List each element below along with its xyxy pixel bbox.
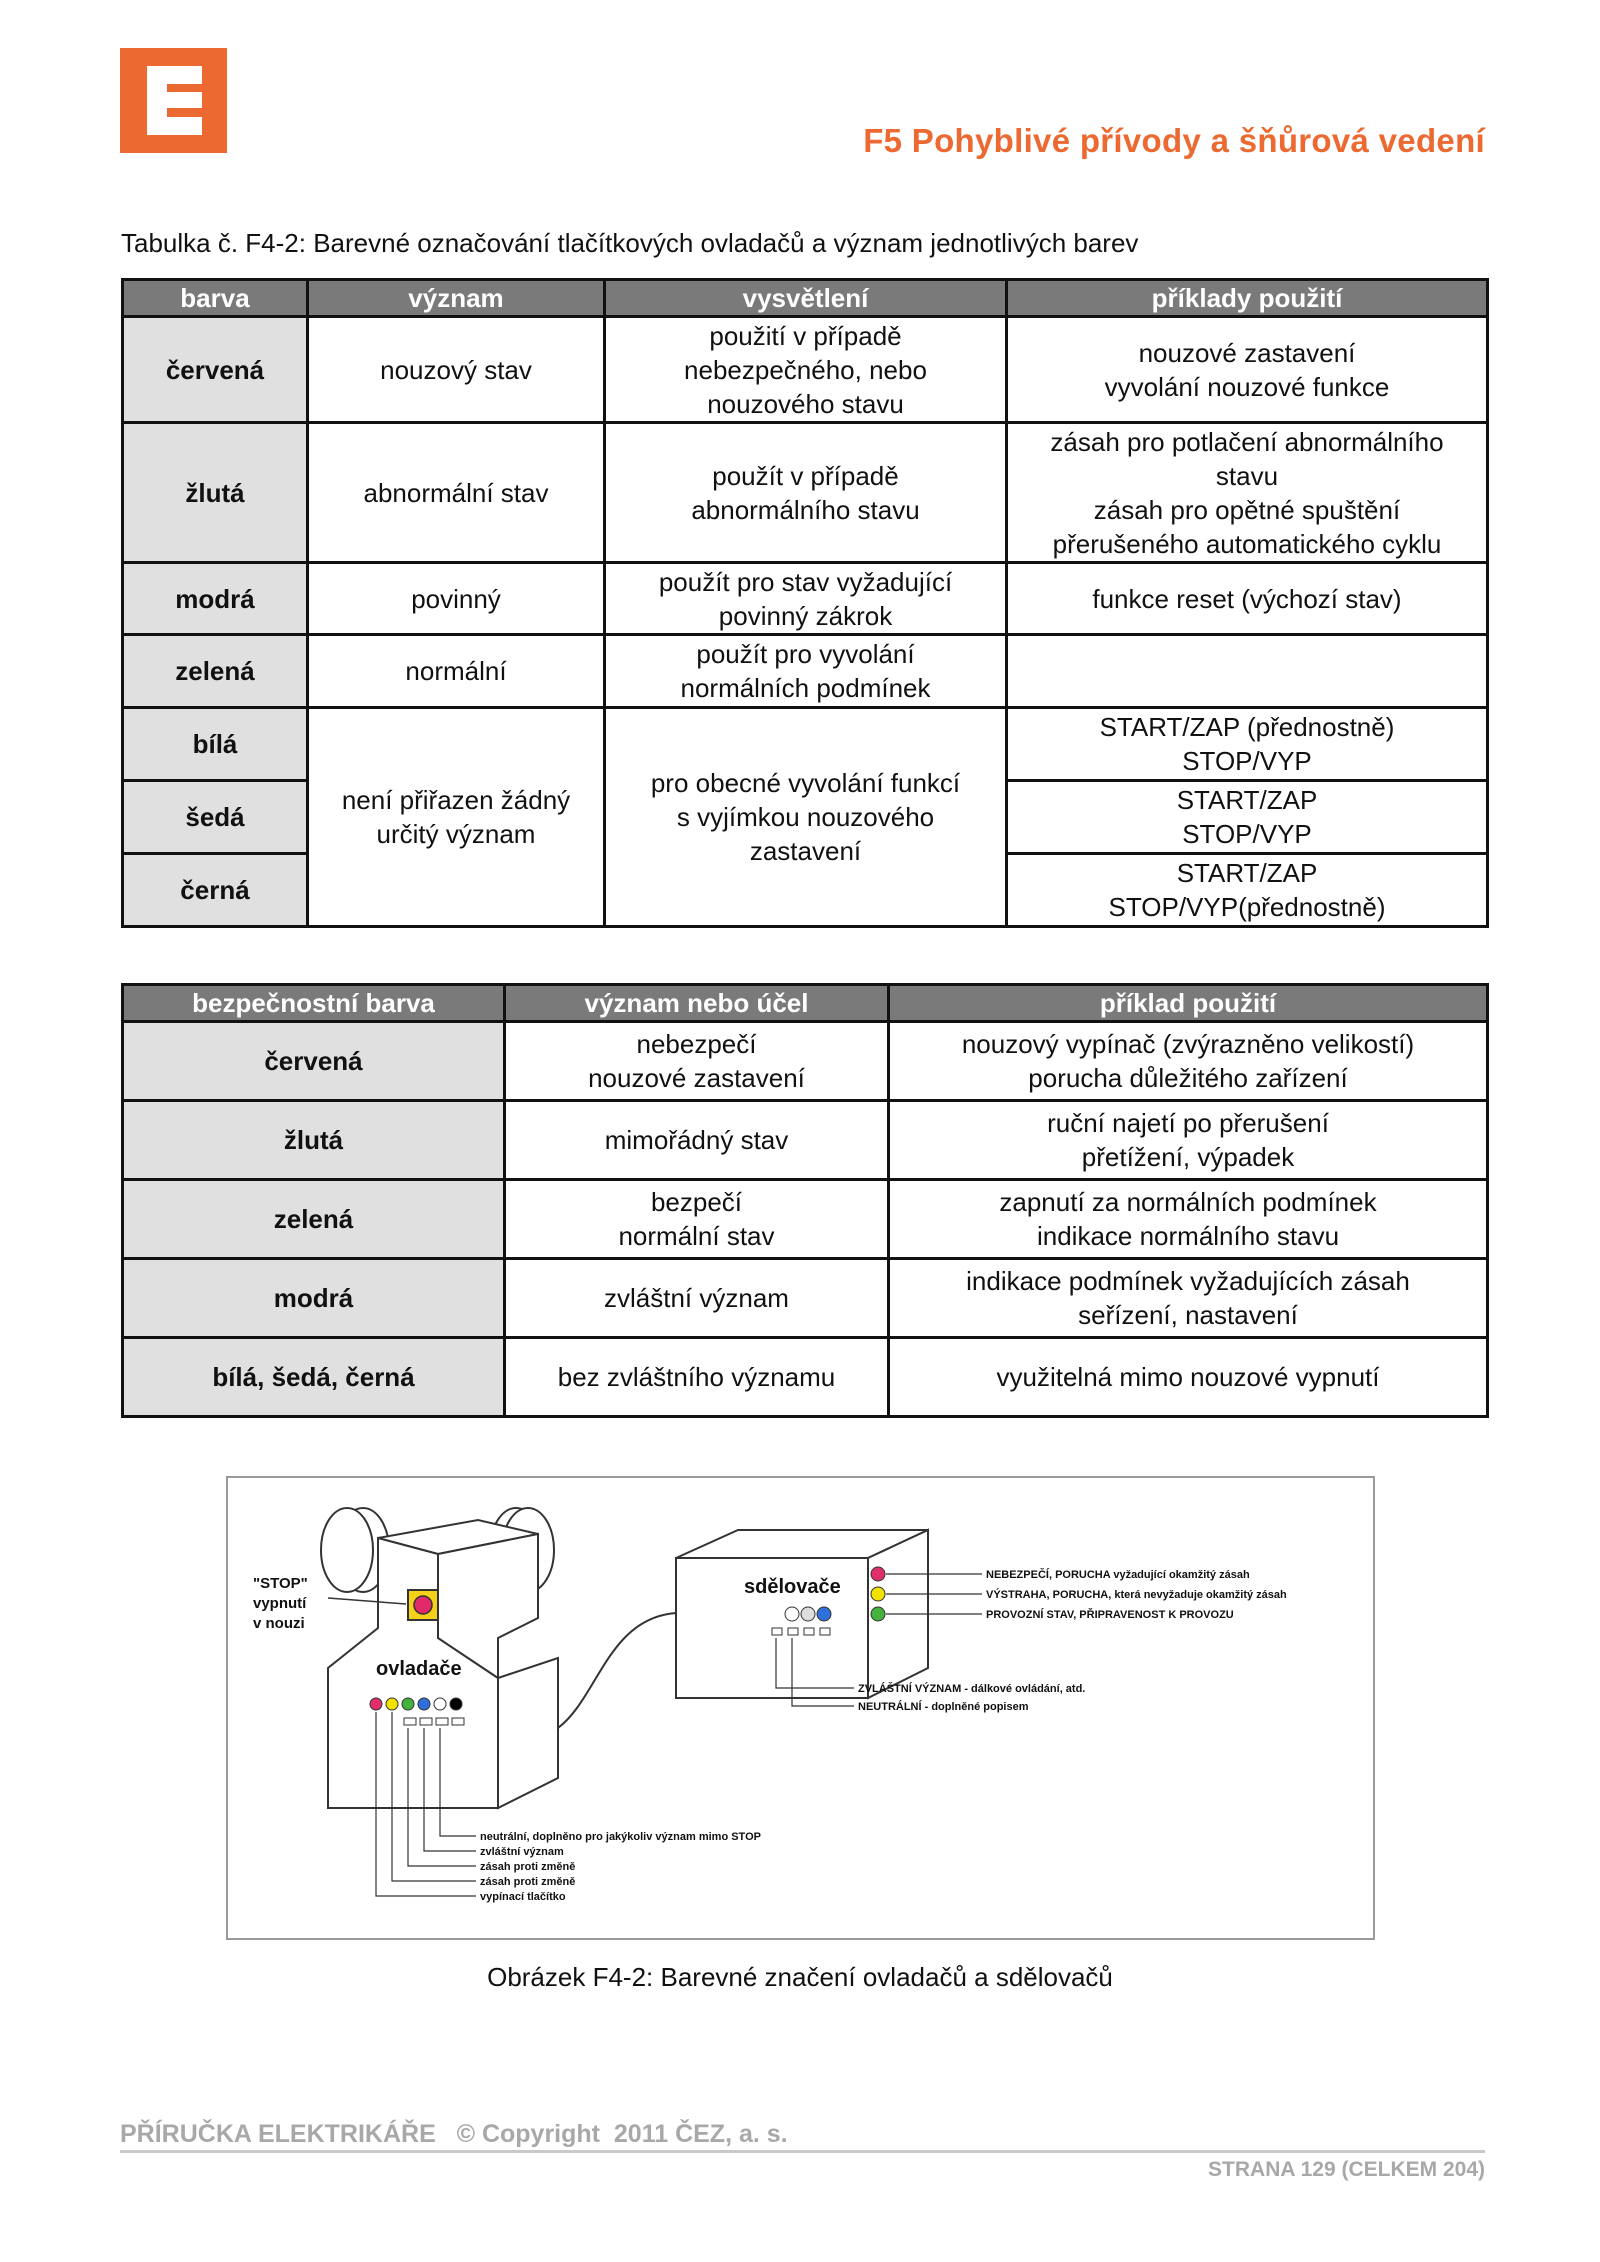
color-cell: modrá: [123, 1259, 505, 1338]
example-cell: START/ZAP STOP/VYP: [1007, 781, 1488, 854]
header-cell: význam nebo účel: [505, 985, 889, 1022]
example-cell: [1007, 635, 1488, 708]
example-cell: indikace podmínek vyžadujících zásah seřízení, nastavení: [889, 1259, 1488, 1338]
indicator-grey: [801, 1607, 815, 1621]
example-cell: funkce reset (výchozí stav): [1007, 563, 1488, 635]
color-cell: zelená: [123, 635, 308, 708]
table-row: [123, 1101, 1488, 1180]
table-row: [123, 423, 1488, 563]
table-row: [123, 1022, 1488, 1101]
explanation-cell: použít pro stav vyžadující povinný zákrok: [605, 563, 1007, 635]
explanation-cell: použít pro vyvolání normálních podmínek: [605, 635, 1007, 708]
svg-text:NEBEZPEČÍ, PORUCHA vyžadující: NEBEZPEČÍ, PORUCHA vyžadující okamžitý zásah: [986, 1569, 1250, 1581]
color-cell: žlutá: [123, 423, 308, 563]
meaning-cell: abnormální stav: [308, 423, 605, 563]
table-header-row: [123, 280, 1488, 317]
control-panel-figure: [226, 1476, 1375, 1940]
meaning-cell: normální: [308, 635, 605, 708]
svg-text:zásah proti změně: zásah proti změně: [480, 1876, 576, 1888]
controls-label: ovladače: [376, 1658, 462, 1680]
machine-side: [498, 1658, 558, 1808]
example-cell: nouzové zastavení vyvolání nouzové funkce: [1007, 317, 1488, 423]
figure-caption: Obrázek F4-2: Barevné značení ovladačů a sdělovačů: [487, 1962, 1113, 1992]
header-cell: příklad použití: [889, 985, 1488, 1022]
color-cell: červená: [123, 317, 308, 423]
indicators-label: sdělovače: [744, 1576, 841, 1598]
meaning-cell: bez zvláštního významu: [505, 1338, 889, 1417]
header-cell: příklady použití: [1007, 280, 1488, 317]
control-button-black: [450, 1698, 462, 1710]
svg-text:vypínací tlačítko: vypínací tlačítko: [480, 1891, 566, 1903]
page-title: F5 Pohyblivé přívody a šňůrová vedení: [863, 122, 1485, 159]
meaning-cell: nebezpečí nouzové zastavení: [505, 1022, 889, 1101]
header-cell: význam: [308, 280, 605, 317]
table-row: [123, 563, 1488, 635]
example-cell: využitelná mimo nouzové vypnutí: [889, 1338, 1488, 1417]
example-cell: zásah pro potlačení abnormálního stavu zásah pro opětné spuštění přerušeného automatického cyklu: [1007, 423, 1488, 563]
cez-logo: [120, 48, 227, 153]
example-cell: ruční najetí po přerušení přetížení, výpadek: [889, 1101, 1488, 1180]
table-header-row: [123, 985, 1488, 1022]
table-row: [123, 317, 1488, 423]
header-cell: vysvětlení: [605, 280, 1007, 317]
color-cell: modrá: [123, 563, 308, 635]
color-cell: bílá, šedá, černá: [123, 1338, 505, 1417]
safety-color-table: [121, 983, 1489, 1418]
button-color-table: [121, 278, 1489, 928]
stop-label-text: [253, 1575, 308, 1632]
svg-text:NEUTRÁLNÍ - doplněné popisem: NEUTRÁLNÍ - doplněné popisem: [858, 1701, 1029, 1713]
footer-divider: [120, 2150, 1485, 2153]
control-button-yellow: [386, 1698, 398, 1710]
example-cell: zapnutí za normálních podmínek indikace normálního stavu: [889, 1180, 1488, 1259]
indicator-yellow: [871, 1587, 885, 1601]
cable: [558, 1613, 676, 1728]
svg-text:neutrální, doplněno pro jakýko: neutrální, doplněno pro jakýkoliv význam mimo STOP: [480, 1831, 761, 1843]
color-cell: žlutá: [123, 1101, 505, 1180]
explanation-cell: použití v případě nebezpečného, nebo nouzového stavu: [605, 317, 1007, 423]
meaning-cell: povinný: [308, 563, 605, 635]
svg-text:zásah proti změně: zásah proti změně: [480, 1861, 576, 1873]
svg-text:VÝSTRAHA, PORUCHA, která nevyž: VÝSTRAHA, PORUCHA, která nevyžaduje okamžitý zásah: [986, 1589, 1287, 1601]
indicator-red: [871, 1567, 885, 1581]
table-caption: Tabulka č. F4-2: Barevné označování tlačítkových ovladačů a význam jednotlivých barev: [121, 228, 1139, 258]
svg-text:"STOP": "STOP": [253, 1575, 308, 1592]
table-row: [123, 1338, 1488, 1417]
table-row: [123, 635, 1488, 708]
meaning-cell: zvláštní význam: [505, 1259, 889, 1338]
svg-text:zvláštní význam: zvláštní význam: [480, 1846, 564, 1858]
stop-button: [414, 1596, 432, 1614]
indicator-white: [785, 1607, 799, 1621]
table-row: [123, 708, 1488, 781]
explanation-cell-merged: pro obecné vyvolání funkcí s vyjímkou nouzového zastavení: [605, 708, 1007, 927]
example-cell: START/ZAP STOP/VYP(přednostně): [1007, 854, 1488, 927]
meaning-cell-merged: není přiřazen žádný určitý význam: [308, 708, 605, 927]
explanation-cell: použít v případě abnormálního stavu: [605, 423, 1007, 563]
header-cell: barva: [123, 280, 308, 317]
meaning-cell: bezpečí normální stav: [505, 1180, 889, 1259]
color-cell: zelená: [123, 1180, 505, 1259]
control-button-white: [434, 1698, 446, 1710]
indicator-green: [871, 1607, 885, 1621]
color-cell: černá: [123, 854, 308, 927]
footer-copyright: PŘÍRUČKA ELEKTRIKÁŘE © Copyright 2011 ČEZ, a. s.: [120, 2120, 788, 2148]
svg-text:vypnutí: vypnutí: [253, 1595, 307, 1612]
meaning-cell: mimořádný stav: [505, 1101, 889, 1180]
svg-text:ZVLÁŠTNÍ VÝZNAM - dálkové ovlá: ZVLÁŠTNÍ VÝZNAM - dálkové ovládání, atd.: [858, 1683, 1086, 1695]
color-cell: šedá: [123, 781, 308, 854]
footer-page-number: STRANA 129 (CELKEM 204): [1208, 2158, 1485, 2181]
control-button-green: [402, 1698, 414, 1710]
reel-left-back: [321, 1508, 373, 1592]
control-button-blue: [418, 1698, 430, 1710]
svg-text:v nouzi: v nouzi: [253, 1615, 305, 1632]
figure-illustration: [228, 1478, 1373, 1938]
svg-text:PROVOZNÍ STAV, PŘIPRAVENOST K: PROVOZNÍ STAV, PŘIPRAVENOST K PROVOZU: [986, 1609, 1234, 1621]
example-cell: START/ZAP (přednostně) STOP/VYP: [1007, 708, 1488, 781]
indicator-blue: [817, 1607, 831, 1621]
table-row: [123, 1180, 1488, 1259]
control-notes: [480, 1831, 761, 1903]
example-cell: nouzový vypínač (zvýrazněno velikostí) porucha důležitého zařízení: [889, 1022, 1488, 1101]
color-cell: bílá: [123, 708, 308, 781]
header-cell: bezpečnostní barva: [123, 985, 505, 1022]
meaning-cell: nouzový stav: [308, 317, 605, 423]
table-row: [123, 1259, 1488, 1338]
control-button-red: [370, 1698, 382, 1710]
color-cell: červená: [123, 1022, 505, 1101]
